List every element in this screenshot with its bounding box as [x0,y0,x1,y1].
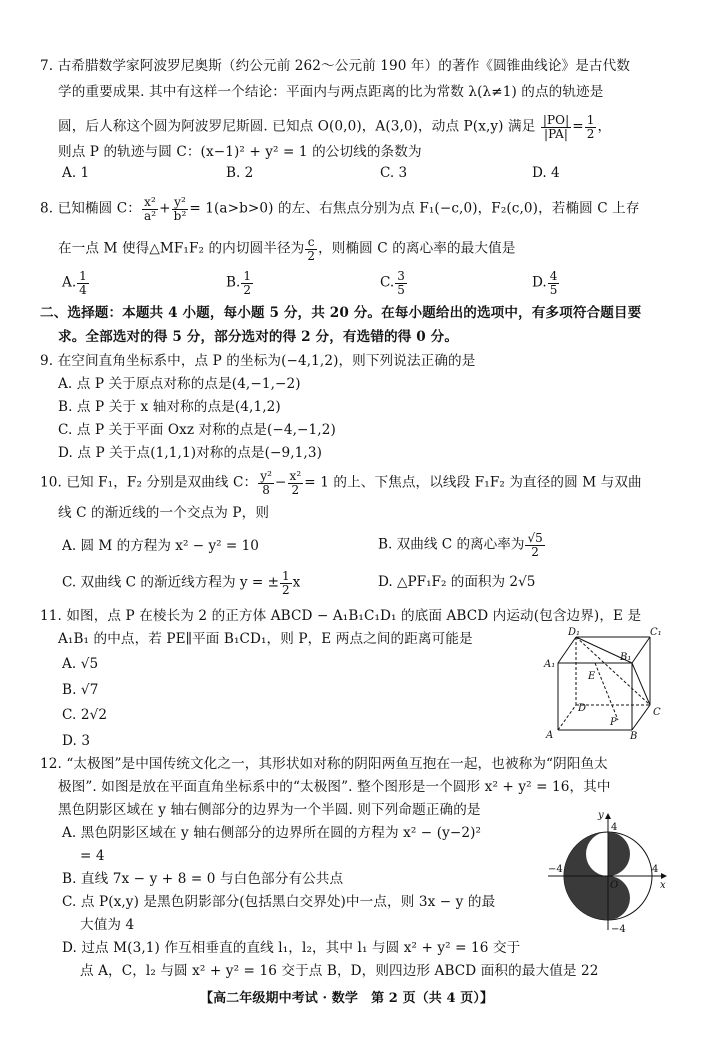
q8-option-c-letter: C. [380,274,395,291]
q8-option-b-den: 2 [243,282,251,297]
q8-option-c [380,270,408,296]
q8-y-fraction [172,196,189,222]
q8-radius-fraction [305,236,317,262]
q7-option-d: D. 4 [532,165,560,181]
q7-line2: 学的重要成果. 其中有这样一个结论：平面内与两点距离的比为常数 λ(λ≠1) 的点的轨迹是 [58,84,604,100]
q8-x-num: x² [142,196,158,210]
section2-line1: 二、选择题：本题共 4 小题，每小题 5 分，共 20 分。在每小题给出的选项中，有多项符合题目要 [40,305,642,321]
q8-y-den: b² [173,208,187,223]
q7-option-c: C. 3 [380,165,408,181]
q8-option-a [62,270,90,296]
page-footer: 【高二年级期中考试 · 数学 第 2 页（共 4 页）】 [200,991,494,1006]
q7-line3-text: 圆，后人称这个圆为阿波罗尼斯圆. 已知点 O(0,0)，A(3,0)，动点 P(x,y) 满足 [58,118,536,135]
q12-option-d-line1: D. 过点 M(3,1) 作互相垂直的直线 l₁，l₂，其中 l₁ 与圆 x² + y² = 16 交于 [62,940,521,956]
q10-x-fraction [288,470,304,496]
q8-option-d-num: 4 [549,269,558,283]
cube-label-e: E [588,671,596,682]
q12-line2: 极图”. 如图是放在平面直角坐标系中的“太极图”. 整个图形是一个圆形 x² + y² = 16，其中 [58,779,611,795]
q12-option-d-line2: 点 A，C，l₂ 与圆 x² + y² = 16 交于点 B，D，则四边形 ABCD 面积的最大值是 22 [80,963,599,979]
q10-option-b-text: B. 双曲线 C 的离心率为 [378,536,525,553]
q10-minus: − [275,474,287,491]
q10-option-c-x: x [292,574,301,591]
q8-x-den: a² [143,208,157,223]
taiji-label-x: x [660,880,666,891]
q9-stem: 9. 在空间直角坐标系中，点 P 的坐标为(−4,1,2)，则下列说法正确的是 [40,353,476,369]
taiji-label-top: 4 [611,822,618,833]
q8-option-c-fraction [395,270,407,296]
q10-line1 [40,470,642,496]
q8-line1 [40,196,640,222]
q8-option-b-letter: B. [226,274,241,291]
q11-option-a: A. √5 [62,656,99,672]
q8-option-b-num: 1 [243,269,251,283]
cube-segment-ep [595,663,618,720]
q12-option-a-line1: A. 黑色阴影区域在 y 轴右侧部分的边界所在圆的方程为 x² − (y−2)² [62,825,482,841]
q10-option-c-text: C. 双曲线 C 的渐近线方程为 y = ± [62,574,279,591]
q10-line1-c: = 1 的上、下焦点，以线段 F₁F₂ 为直径的圆 M 与双曲 [304,474,642,491]
q8-option-a-fraction [77,270,89,296]
q7-half-den: 2 [586,126,595,141]
q8-option-d-letter: D. [532,274,547,291]
q12-option-c-line1: C. 点 P(x,y) 是黑色阴影部分(包括黑白交界处)中一点，则 3x − y 的最 [62,894,496,910]
section2-line2: 求。全部选对的得 5 分，部分选对的得 2 分，有选错的得 0 分。 [58,329,459,345]
q7-comma: ， [597,118,612,135]
q11-option-c: C. 2√2 [62,707,108,723]
cube-label-d1: D₁ [568,627,581,638]
cube-label-c1: C₁ [650,627,662,638]
q8-option-d [532,270,560,296]
q8-option-d-den: 5 [549,282,558,297]
cube-label-b1: B₁ [620,652,632,663]
q8-option-c-den: 5 [397,282,405,297]
q8-radius-num: c [305,236,317,250]
q8-x-fraction [142,196,158,222]
cube-diag-b1c [632,663,650,705]
q11-option-b: B. √7 [62,682,99,698]
q7-line3 [58,114,611,140]
q10-line2: 线 C 的渐近线的一个交点为 P，则 [58,505,270,521]
q10-option-a: A. 圆 M 的方程为 x² − y² = 10 [62,538,259,554]
q9-option-c: C. 点 P 关于平面 Oxz 对称的点是(−4,−1,2) [58,422,336,438]
taiji-label-bottom: −4 [611,924,626,935]
q10-option-d: D. △PF₁F₂ 的面积为 2√5 [378,574,536,590]
q11-line2: A₁B₁ 的中点，若 PE∥平面 B₁CD₁，则 P，E 两点之间的距离可能是 [58,631,473,647]
q7-option-b: B. 2 [226,165,254,181]
q7-equals: = [572,118,584,135]
q8-radius-den: 2 [307,248,316,263]
q7-line1: 7. 古希腊数学家阿波罗尼奥斯（约公元前 262～公元前 190 年）的著作《圆锥曲线论》是古代数 [40,58,631,74]
cube-edge-b1c1 [632,637,650,663]
q12-option-a-line2: = 4 [80,848,105,864]
q10-option-b-num: √5 [527,531,543,545]
q10-y-num: y² [260,469,273,483]
q7-line4: 则点 P 的轨迹与圆 C：(x−1)² + y² = 1 的公切线的条数为 [58,144,422,160]
q8-option-d-fraction [548,270,560,296]
q10-y-fraction [258,470,274,496]
cube-edge-bc [632,705,650,730]
q7-ratio-fraction [541,114,571,140]
q7-half-num: 1 [586,113,595,127]
q8-plus: + [159,200,171,217]
cube-figure [540,625,670,740]
cube-label-a1: A₁ [544,659,556,670]
q10-x-num: x² [289,469,302,483]
q8-line1-c: = 1(a>b>0) 的左、右焦点分别为点 F₁(−c,0)，F₂(c,0)，若椭圆 C 上存 [189,200,640,217]
q12-line1: 12. “太极图”是中国传统文化之一，其形状如对称的阴阳两鱼互抱在一起，也被称为“阴阳鱼太 [40,756,608,772]
taiji-label-origin: O [610,880,619,891]
q12-line3: 黑色阴影区域在 y 轴右侧部分的边界为一个半圆. 则下列命题正确的是 [58,802,481,818]
q8-option-c-num: 3 [397,269,405,283]
q8-option-a-den: 4 [79,282,87,297]
q11-line1: 11. 如图，点 P 在棱长为 2 的正方体 ABCD − A₁B₁C₁D₁ 的底面 ABCD 内运动(包含边界)，E 是 [40,608,642,624]
q8-option-a-num: 1 [79,269,87,283]
cube-edge-ad [558,705,576,730]
taiji-figure [540,808,670,936]
q10-option-b [378,532,546,558]
q8-line2 [58,236,515,262]
q8-option-b-fraction [241,270,253,296]
cube-label-b: B [630,731,638,740]
q8-line1-a: 8. 已知椭圆 C： [40,200,141,217]
q7-ratio-den: |PA| [543,126,569,141]
cube-label-a: A [546,730,554,740]
q8-line2-a: 在一点 M 使得△MF₁F₂ 的内切圆半径为 [58,240,305,257]
q10-option-b-fraction [525,532,544,558]
q10-option-c [62,570,300,596]
q10-option-b-den: 2 [531,544,539,559]
q8-y-num: y² [172,196,189,210]
cube-label-d: D [578,703,587,714]
taiji-label-left: −4 [548,864,563,875]
taiji-label-right: 4 [652,864,659,875]
q9-option-d: D. 点 P 关于点(1,1,1)对称的点是(−9,1,3) [58,445,322,461]
q9-option-b: B. 点 P 关于 x 轴对称的点是(4,1,2) [58,399,281,415]
q7-half-fraction [585,114,597,140]
q10-option-c-den: 2 [281,582,290,597]
q8-line2-b: ，则椭圆 C 的离心率的最大值是 [318,240,516,257]
q12-option-c-line2: 大值为 4 [80,917,135,933]
q7-ratio-num: |PO| [542,113,570,127]
q12-option-b: B. 直线 7x − y + 8 = 0 与白色部分有公共点 [62,871,344,887]
q10-x-den: 2 [291,482,300,497]
q11-option-d: D. 3 [62,733,91,749]
q7-option-a: A. 1 [62,165,90,181]
q9-option-a: A. 点 P 关于原点对称的点是(4,−1,−2) [58,376,301,392]
q8-option-b [226,270,254,296]
q10-option-c-fraction [280,570,292,596]
taiji-label-y: y [598,810,604,821]
q10-y-den: 8 [262,482,270,497]
q10-line1-a: 10. 已知 F₁，F₂ 分别是双曲线 C： [40,474,258,491]
cube-label-p: P [610,717,617,728]
cube-label-c: C [653,707,661,718]
q8-option-a-letter: A. [62,274,77,291]
q10-option-c-num: 1 [281,569,290,583]
cube-edge-a1d1 [558,637,576,663]
